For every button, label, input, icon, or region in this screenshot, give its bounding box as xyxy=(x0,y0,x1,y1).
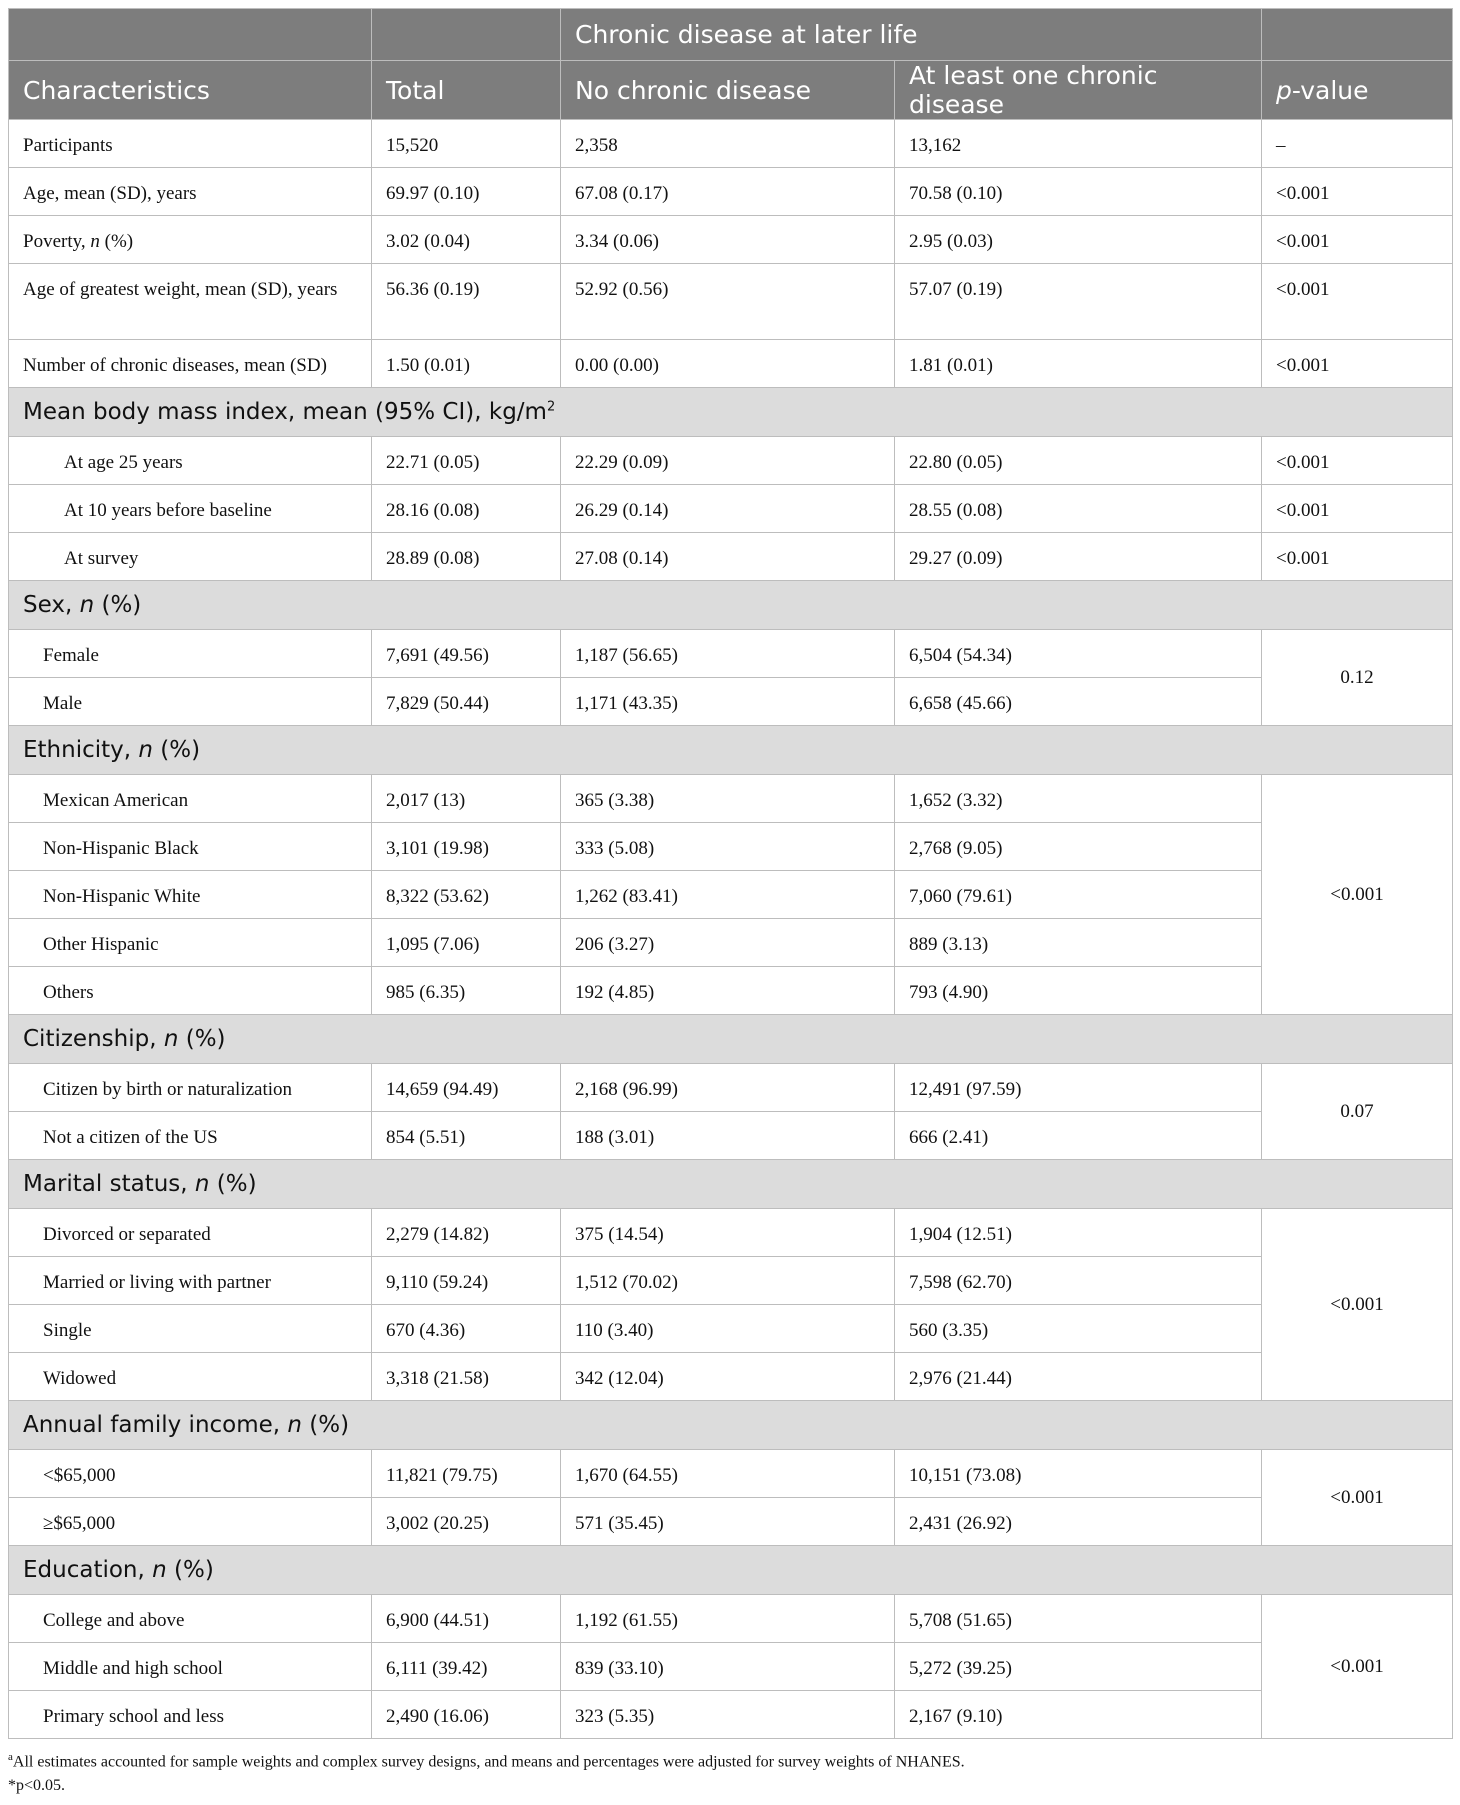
cell-total: 3,101 (19.98) xyxy=(372,823,561,871)
cell-pvalue-merged: <0.001 xyxy=(1262,1450,1453,1546)
table-row xyxy=(9,1064,1453,1112)
cell-no-chronic: 839 (33.10) xyxy=(561,1643,895,1691)
table-row xyxy=(9,1209,1453,1257)
row-label: Widowed xyxy=(9,1353,372,1401)
table-row xyxy=(9,1498,1453,1546)
section-title-text: Citizenship, xyxy=(23,1026,164,1052)
cell-total: 6,111 (39.42) xyxy=(372,1643,561,1691)
cell-total: 15,520 xyxy=(372,120,561,168)
section-title-text: Education, xyxy=(23,1557,153,1583)
column-header-total: Total xyxy=(372,61,561,120)
row-label: Primary school and less xyxy=(9,1691,372,1739)
section-header-bmi xyxy=(9,388,1453,437)
cell-no-chronic: 192 (4.85) xyxy=(561,967,895,1015)
row-label: Others xyxy=(9,967,372,1015)
table-row xyxy=(9,340,1453,388)
cell-no-chronic: 1,262 (83.41) xyxy=(561,871,895,919)
section-title-italic: n xyxy=(79,592,95,618)
table-row xyxy=(9,1353,1453,1401)
section-header xyxy=(9,1160,1453,1209)
cell-total: 7,829 (50.44) xyxy=(372,678,561,726)
footnote xyxy=(8,1745,1452,1774)
table-row xyxy=(9,216,1453,264)
cell-no-chronic: 323 (5.35) xyxy=(561,1691,895,1739)
row-label: Non-Hispanic Black xyxy=(9,823,372,871)
cell-no-chronic: 1,171 (43.35) xyxy=(561,678,895,726)
cell-total: 670 (4.36) xyxy=(372,1305,561,1353)
section-title-text: (%) xyxy=(178,1026,226,1052)
cell-total: 1,095 (7.06) xyxy=(372,919,561,967)
cell-no-chronic: 1,670 (64.55) xyxy=(561,1450,895,1498)
section-title-italic: n xyxy=(163,1026,179,1052)
header-empty-cell xyxy=(372,9,561,61)
table-row xyxy=(9,823,1453,871)
row-label: Divorced or separated xyxy=(9,1209,372,1257)
cell-pvalue-merged: 0.07 xyxy=(1262,1064,1453,1160)
cell-no-chronic: 26.29 (0.14) xyxy=(561,485,895,533)
cell-chronic: 5,272 (39.25) xyxy=(895,1643,1262,1691)
cell-total: 2,017 (13) xyxy=(372,775,561,823)
table-row xyxy=(9,871,1453,919)
row-label: At age 25 years xyxy=(9,437,372,485)
cell-total: 14,659 (94.49) xyxy=(372,1064,561,1112)
cell-chronic: 2,431 (26.92) xyxy=(895,1498,1262,1546)
cell-chronic: 13,162 xyxy=(895,120,1262,168)
cell-no-chronic: 342 (12.04) xyxy=(561,1353,895,1401)
table-row xyxy=(9,120,1453,168)
row-label: Mexican American xyxy=(9,775,372,823)
cell-total: 9,110 (59.24) xyxy=(372,1257,561,1305)
cell-total: 8,322 (53.62) xyxy=(372,871,561,919)
section-header xyxy=(9,1401,1453,1450)
cell-chronic: 889 (3.13) xyxy=(895,919,1262,967)
header-empty-cell xyxy=(9,9,372,61)
row-label: ≥$65,000 xyxy=(9,1498,372,1546)
cell-pvalue: <0.001 xyxy=(1262,216,1453,264)
cell-no-chronic: 188 (3.01) xyxy=(561,1112,895,1160)
table-row xyxy=(9,533,1453,581)
cell-no-chronic: 333 (5.08) xyxy=(561,823,895,871)
cell-chronic: 57.07 (0.19) xyxy=(895,264,1262,340)
cell-no-chronic: 1,187 (56.65) xyxy=(561,630,895,678)
cell-chronic: 29.27 (0.09) xyxy=(895,533,1262,581)
section-header xyxy=(9,1546,1453,1595)
section-title xyxy=(9,1401,1453,1450)
section-title-text: (%) xyxy=(166,1557,214,1583)
table-row xyxy=(9,485,1453,533)
cell-total: 985 (6.35) xyxy=(372,967,561,1015)
table-row xyxy=(9,678,1453,726)
label-text: Poverty, xyxy=(23,231,91,252)
row-label: Single xyxy=(9,1305,372,1353)
label-italic: n xyxy=(90,231,100,252)
pvalue-suffix: -value xyxy=(1291,75,1369,105)
cell-no-chronic: 375 (14.54) xyxy=(561,1209,895,1257)
cell-chronic: 70.58 (0.10) xyxy=(895,168,1262,216)
cell-pvalue: <0.001 xyxy=(1262,264,1453,340)
section-header xyxy=(9,1015,1453,1064)
cell-total: 11,821 (79.75) xyxy=(372,1450,561,1498)
header-column-row xyxy=(9,61,1453,120)
table-row xyxy=(9,775,1453,823)
cell-pvalue-merged: <0.001 xyxy=(1262,1209,1453,1401)
cell-chronic: 1,904 (12.51) xyxy=(895,1209,1262,1257)
cell-chronic: 6,504 (54.34) xyxy=(895,630,1262,678)
cell-chronic: 793 (4.90) xyxy=(895,967,1262,1015)
row-label: Other Hispanic xyxy=(9,919,372,967)
footnotes xyxy=(8,1745,1452,1798)
row-label: At 10 years before baseline xyxy=(9,485,372,533)
table-row xyxy=(9,1595,1453,1643)
cell-no-chronic: 0.00 (0.00) xyxy=(561,340,895,388)
header-empty-cell xyxy=(1262,9,1453,61)
table-row xyxy=(9,168,1453,216)
table-row xyxy=(9,1643,1453,1691)
table-row xyxy=(9,264,1453,340)
section-title-text: (%) xyxy=(94,592,142,618)
row-label: Not a citizen of the US xyxy=(9,1112,372,1160)
table-row xyxy=(9,967,1453,1015)
row-label: Age, mean (SD), years xyxy=(9,168,372,216)
section-title xyxy=(9,1160,1453,1209)
row-label: Male xyxy=(9,678,372,726)
section-title xyxy=(9,726,1453,775)
cell-no-chronic: 52.92 (0.56) xyxy=(561,264,895,340)
cell-total: 22.71 (0.05) xyxy=(372,437,561,485)
row-label: At survey xyxy=(9,533,372,581)
footnote-text: *p<0.05. xyxy=(8,1777,66,1795)
section-title-text: (%) xyxy=(209,1171,257,1197)
cell-total: 3,002 (20.25) xyxy=(372,1498,561,1546)
column-header-characteristics: Characteristics xyxy=(9,61,372,120)
section-title-text: Marital status, xyxy=(23,1171,195,1197)
cell-no-chronic: 365 (3.38) xyxy=(561,775,895,823)
cell-pvalue: <0.001 xyxy=(1262,533,1453,581)
section-title-italic: n xyxy=(287,1412,302,1438)
cell-total: 28.16 (0.08) xyxy=(372,485,561,533)
cell-chronic: 1.81 (0.01) xyxy=(895,340,1262,388)
section-header xyxy=(9,581,1453,630)
section-title-italic: n xyxy=(152,1557,167,1583)
cell-total: 2,279 (14.82) xyxy=(372,1209,561,1257)
section-title-italic: n xyxy=(138,737,153,763)
cell-no-chronic: 3.34 (0.06) xyxy=(561,216,895,264)
row-label: Married or living with partner xyxy=(9,1257,372,1305)
table-row xyxy=(9,1112,1453,1160)
characteristics-table xyxy=(8,8,1453,1739)
cell-total: 1.50 (0.01) xyxy=(372,340,561,388)
row-label: Female xyxy=(9,630,372,678)
section-title-text: (%) xyxy=(302,1412,350,1438)
label-text: (%) xyxy=(99,231,134,252)
section-title-text: Annual family income, xyxy=(23,1412,288,1438)
table-row xyxy=(9,1450,1453,1498)
table-row xyxy=(9,1305,1453,1353)
cell-no-chronic: 1,512 (70.02) xyxy=(561,1257,895,1305)
section-title-text: Ethnicity, xyxy=(23,737,139,763)
row-label: Participants xyxy=(9,120,372,168)
cell-total: 28.89 (0.08) xyxy=(372,533,561,581)
cell-pvalue-merged: <0.001 xyxy=(1262,1595,1453,1739)
cell-no-chronic: 22.29 (0.09) xyxy=(561,437,895,485)
cell-no-chronic: 110 (3.40) xyxy=(561,1305,895,1353)
section-title xyxy=(9,388,1453,437)
section-title xyxy=(9,1015,1453,1064)
cell-total: 56.36 (0.19) xyxy=(372,264,561,340)
row-label: College and above xyxy=(9,1595,372,1643)
section-title xyxy=(9,581,1453,630)
row-label: <$65,000 xyxy=(9,1450,372,1498)
cell-pvalue-merged: <0.001 xyxy=(1262,775,1453,1015)
cell-chronic: 1,652 (3.32) xyxy=(895,775,1262,823)
cell-total: 2,490 (16.06) xyxy=(372,1691,561,1739)
section-title-italic: n xyxy=(194,1171,210,1197)
table-container xyxy=(8,8,1452,1798)
pvalue-prefix: p xyxy=(1276,75,1292,105)
section-header xyxy=(9,726,1453,775)
cell-pvalue: <0.001 xyxy=(1262,437,1453,485)
cell-chronic: 22.80 (0.05) xyxy=(895,437,1262,485)
cell-total: 7,691 (49.56) xyxy=(372,630,561,678)
row-label: Age of greatest weight, mean (SD), years xyxy=(9,264,372,340)
cell-pvalue-merged: 0.12 xyxy=(1262,630,1453,726)
cell-chronic: 2.95 (0.03) xyxy=(895,216,1262,264)
cell-chronic: 560 (3.35) xyxy=(895,1305,1262,1353)
table-row xyxy=(9,437,1453,485)
cell-no-chronic: 1,192 (61.55) xyxy=(561,1595,895,1643)
cell-pvalue: <0.001 xyxy=(1262,168,1453,216)
row-label xyxy=(9,216,372,264)
row-label: Middle and high school xyxy=(9,1643,372,1691)
cell-chronic: 28.55 (0.08) xyxy=(895,485,1262,533)
cell-no-chronic: 27.08 (0.14) xyxy=(561,533,895,581)
cell-chronic: 12,491 (97.59) xyxy=(895,1064,1262,1112)
table-row xyxy=(9,630,1453,678)
cell-total: 3.02 (0.04) xyxy=(372,216,561,264)
cell-chronic: 666 (2.41) xyxy=(895,1112,1262,1160)
header-group-label: Chronic disease at later life xyxy=(561,9,1262,61)
cell-pvalue: <0.001 xyxy=(1262,340,1453,388)
cell-chronic: 10,151 (73.08) xyxy=(895,1450,1262,1498)
cell-chronic: 5,708 (51.65) xyxy=(895,1595,1262,1643)
table-row xyxy=(9,1257,1453,1305)
cell-total: 69.97 (0.10) xyxy=(372,168,561,216)
section-title-text: Mean body mass index, mean (95% CI), kg/m xyxy=(23,399,547,425)
section-title-text: (%) xyxy=(152,737,201,763)
cell-chronic: 7,598 (62.70) xyxy=(895,1257,1262,1305)
cell-chronic: 2,167 (9.10) xyxy=(895,1691,1262,1739)
cell-total: 854 (5.51) xyxy=(372,1112,561,1160)
cell-chronic: 2,768 (9.05) xyxy=(895,823,1262,871)
cell-chronic: 6,658 (45.66) xyxy=(895,678,1262,726)
row-label: Number of chronic diseases, mean (SD) xyxy=(9,340,372,388)
table-row xyxy=(9,1691,1453,1739)
cell-pvalue: <0.001 xyxy=(1262,485,1453,533)
superscript: 2 xyxy=(546,399,556,415)
cell-chronic: 7,060 (79.61) xyxy=(895,871,1262,919)
cell-no-chronic: 206 (3.27) xyxy=(561,919,895,967)
cell-pvalue: – xyxy=(1262,120,1453,168)
cell-no-chronic: 2,168 (96.99) xyxy=(561,1064,895,1112)
row-label: Citizen by birth or naturalization xyxy=(9,1064,372,1112)
cell-no-chronic: 67.08 (0.17) xyxy=(561,168,895,216)
section-title xyxy=(9,1546,1453,1595)
footnote-mark: a xyxy=(8,1751,13,1763)
section-title-text: Sex, xyxy=(23,592,80,618)
column-header-chronic: At least one chronic disease xyxy=(895,61,1262,120)
cell-chronic: 2,976 (21.44) xyxy=(895,1353,1262,1401)
row-label: Non-Hispanic White xyxy=(9,871,372,919)
cell-no-chronic: 2,358 xyxy=(561,120,895,168)
cell-total: 6,900 (44.51) xyxy=(372,1595,561,1643)
header-group-row xyxy=(9,9,1453,61)
cell-no-chronic: 571 (35.45) xyxy=(561,1498,895,1546)
footnote-text: All estimates accounted for sample weights and complex survey designs, and means and percentages were adjusted for survey weights of NHANES. xyxy=(12,1753,965,1771)
footnote xyxy=(8,1774,1452,1798)
cell-total: 3,318 (21.58) xyxy=(372,1353,561,1401)
column-header-no-chronic: No chronic disease xyxy=(561,61,895,120)
column-header-pvalue xyxy=(1262,61,1453,120)
table-row xyxy=(9,919,1453,967)
